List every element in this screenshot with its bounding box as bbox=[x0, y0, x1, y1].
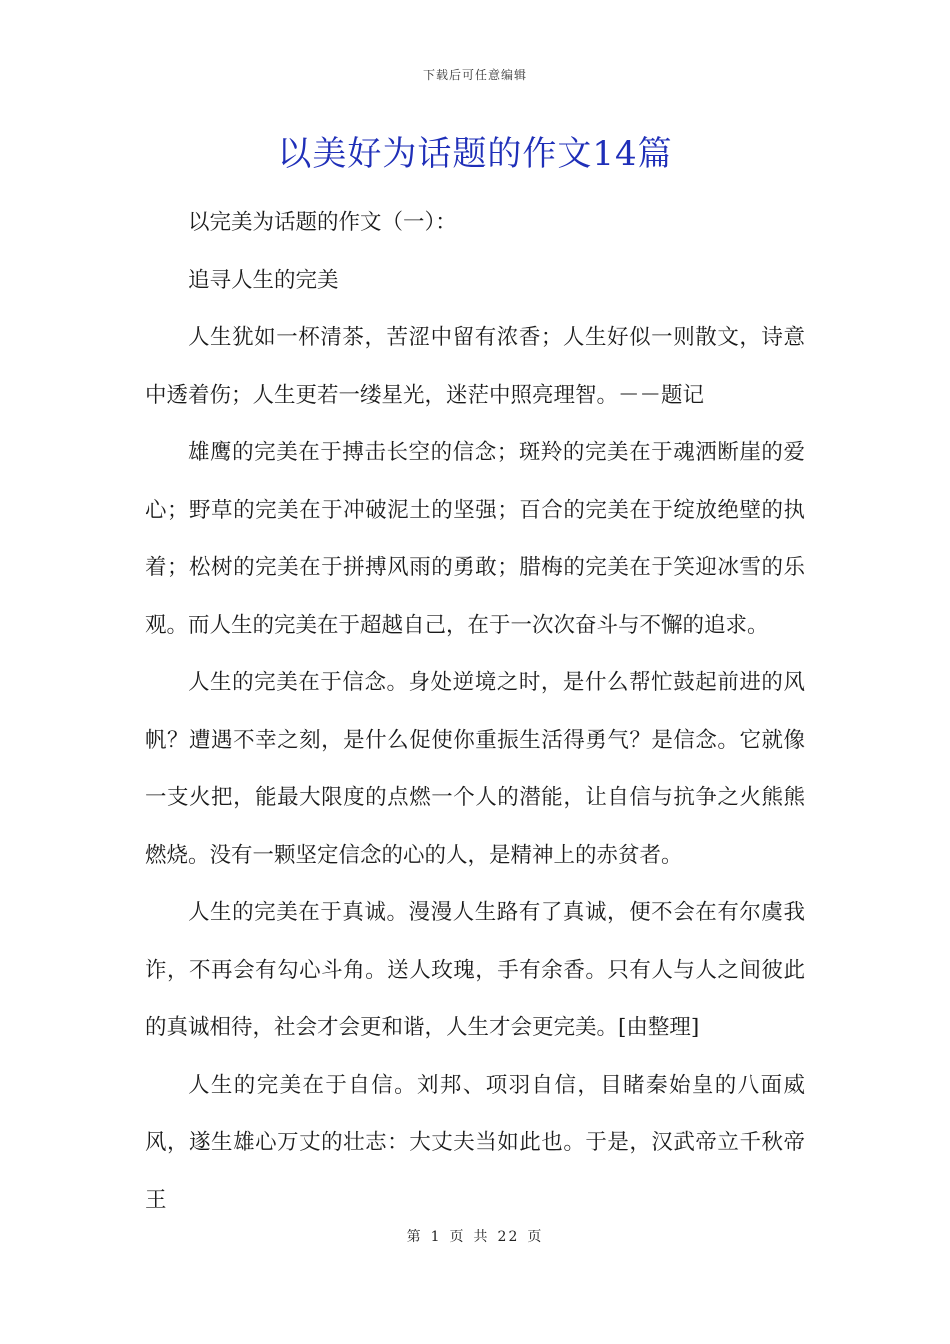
footer-label-page: 第 bbox=[406, 1229, 423, 1245]
paragraph: 人生的完美在于真诚。漫漫人生路有了真诚，便不会在有尔虞我诈，不再会有勾心斗角。送人玫瑰，手有余香。只有人与人之间彼此的真诚相待，社会才会更和谐，人生才会更完美。[由整理] bbox=[145, 900, 805, 1040]
page-header-note: 下载后可任意编辑 bbox=[422, 68, 527, 82]
paragraph: 人生的完美在于信念。身处逆境之时，是什么帮忙鼓起前进的风帆？遭遇不幸之刻，是什么促使你重振生活得勇气？是信念。它就像一支火把，能最大限度的点燃一个人的潜能，让自信与抗争之火熊熊燃烧。没有一颗坚定信念的心的人，是精神上的赤贫者。 bbox=[145, 670, 805, 868]
essay-title: 追寻人生的完美 bbox=[188, 267, 339, 293]
footer-label-total: 共 bbox=[473, 1229, 490, 1245]
paragraph: 雄鹰的完美在于搏击长空的信念；斑羚的完美在于魂洒断崖的爱心；野草的完美在于冲破泥土的坚强；百合的完美在于绽放绝壁的执着；松树的完美在于拼搏风雨的勇敢；腊梅的完美在于笑迎冰雪的乐观。而人生的完美在于超越自己，在于一次次奋斗与不懈的追求。 bbox=[145, 440, 805, 638]
paragraph-epigraph: 人生犹如一杯清茶，苦涩中留有浓香；人生好似一则散文，诗意中透着伤；人生更若一缕星光，迷茫中照亮理智。－－题记 bbox=[145, 325, 805, 408]
section-heading: 以完美为话题的作文（一）： bbox=[188, 210, 457, 235]
footer-label-unit-2: 页 bbox=[527, 1229, 544, 1245]
document-body bbox=[145, 194, 805, 1229]
page-footer bbox=[0, 1226, 950, 1246]
total-pages-number: 22 bbox=[497, 1229, 520, 1245]
current-page-number: 1 bbox=[430, 1229, 442, 1245]
paragraph: 人生的完美在于自信。刘邦、项羽自信，目睹秦始皇的八面威风，遂生雄心万丈的壮志：大丈夫当如此也。于是，汉武帝立千秋帝王 bbox=[145, 1072, 805, 1213]
footer-label-unit: 页 bbox=[449, 1229, 466, 1245]
document-title: 以美好为话题的作文14篇 bbox=[277, 134, 673, 174]
